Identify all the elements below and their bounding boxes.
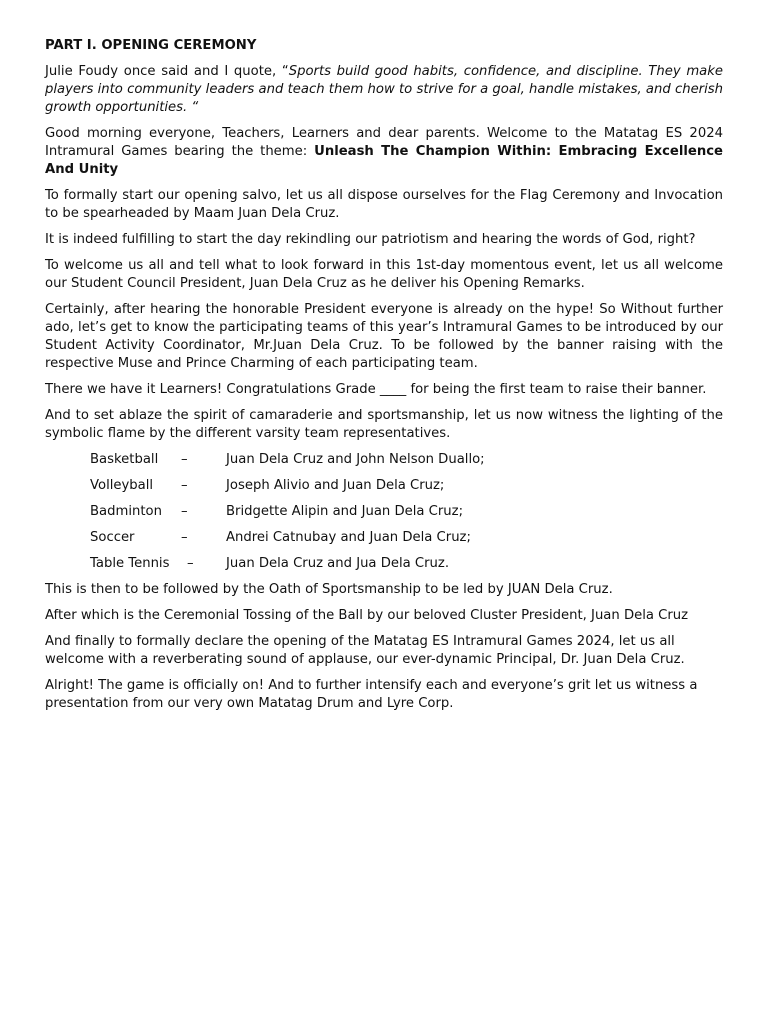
welcome-text: Good morning everyone, Teachers, Learners and dear parents. Welcome to the Matatag ES 2024 Intramural Games bearing the theme: <box>45 126 723 159</box>
welcome-paragraph <box>45 125 723 179</box>
document-page <box>45 37 723 721</box>
list-item <box>45 503 723 521</box>
sport-name: Badminton <box>90 504 162 519</box>
representative-names: Joseph Alivio and Juan Dela Cruz; <box>226 478 445 493</box>
dash-separator: – <box>181 452 188 467</box>
drum-lyre-paragraph: Alright! The game is officially on! And to further intensify each and everyone’s grit let us witness a presentation from our very own Matatag Drum and Lyre Corp. <box>45 678 698 711</box>
sport-name: Basketball <box>90 452 159 467</box>
dash-separator: – <box>187 556 194 571</box>
dash-separator: – <box>181 530 188 545</box>
team-introduction-paragraph: Certainly, after hearing the honorable President everyone is already on the hype! So Without further ado, let’s get to know the participating teams of this year’s Intramural Games to be introduced by our Student Activity Coordinator, Mr.Juan Dela Cruz. To be followed by the banner raising with the respective Muse and Prince Charming of each participating team. <box>45 302 723 371</box>
representative-names: Bridgette Alipin and Juan Dela Cruz; <box>226 504 464 519</box>
ball-tossing-paragraph: After which is the Ceremonial Tossing of the Ball by our beloved Cluster President, Juan Dela Cruz <box>45 608 689 623</box>
representative-names: Juan Dela Cruz and John Nelson Duallo; <box>226 452 485 467</box>
oath-paragraph: This is then to be followed by the Oath of Sportsmanship to be led by JUAN Dela Cruz. <box>45 582 613 597</box>
list-item <box>45 451 723 469</box>
representatives-list <box>45 451 723 573</box>
dash-separator: – <box>181 478 188 493</box>
sport-name: Table Tennis <box>90 556 170 571</box>
list-item <box>45 555 723 573</box>
sport-name: Volleyball <box>90 478 154 493</box>
list-item <box>45 529 723 547</box>
representative-names: Juan Dela Cruz and Jua Dela Cruz. <box>226 556 450 571</box>
quote-intro: Julie Foudy once said and I quote, “ <box>45 64 289 79</box>
flag-ceremony-paragraph: To formally start our opening salvo, let us all dispose ourselves for the Flag Ceremony and Invocation to be spearheaded by Maam Juan Dela Cruz. <box>45 188 723 221</box>
declaration-paragraph: And finally to formally declare the opening of the Matatag ES Intramural Games 2024, let us all welcome with a reverberating sound of applause, our ever-dynamic Principal, Dr. Juan Dela Cruz. <box>45 634 685 667</box>
section-heading: PART I. OPENING CEREMONY <box>45 38 257 53</box>
dash-separator: – <box>181 504 188 519</box>
patriotism-paragraph: It is indeed fulfilling to start the day rekindling our patriotism and hearing the words of God, right? <box>45 232 696 247</box>
list-item <box>45 477 723 495</box>
quote-paragraph <box>45 63 723 117</box>
event-theme: Unleash The Champion Within: Embracing Excellence And Unity <box>45 144 723 177</box>
banner-congratulations-paragraph: There we have it Learners! Congratulations Grade ____ for being the first team to raise their banner. <box>45 382 707 397</box>
opening-remarks-paragraph: To welcome us all and tell what to look forward in this 1st-day momentous event, let us all welcome our Student Council President, Juan Dela Cruz as he deliver his Opening Remarks. <box>45 258 723 291</box>
quote-text: Sports build good habits, confidence, and discipline. They make players into community leaders and teach them how to strive for a goal, handle mistakes, and cherish growth opportunities. “ <box>45 64 723 115</box>
flame-lighting-paragraph: And to set ablaze the spirit of camaraderie and sportsmanship, let us now witness the lighting of the symbolic flame by the different varsity team representatives. <box>45 408 723 441</box>
sport-name: Soccer <box>90 530 135 545</box>
representative-names: Andrei Catnubay and Juan Dela Cruz; <box>226 530 471 545</box>
